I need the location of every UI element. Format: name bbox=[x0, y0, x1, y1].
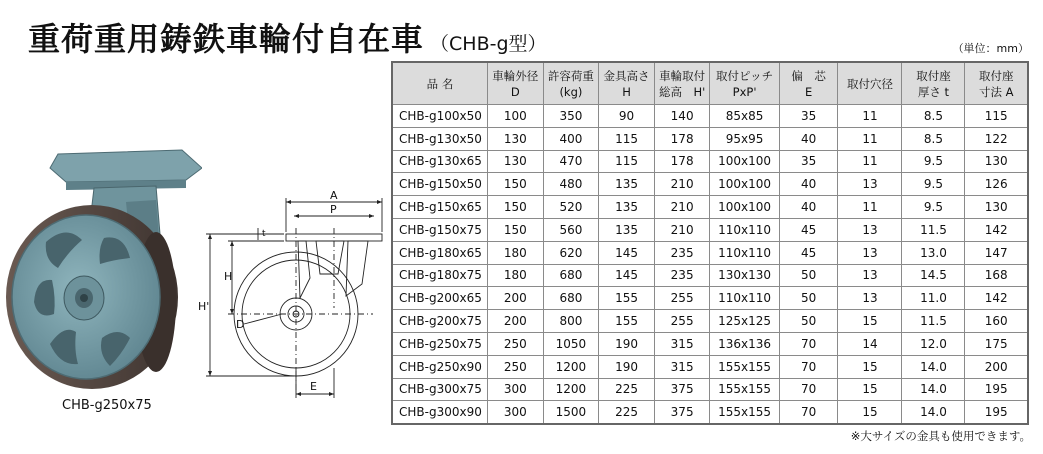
model-cell: CHB-g130x50 bbox=[392, 127, 488, 150]
table-row bbox=[392, 310, 1028, 333]
table-row bbox=[392, 127, 1028, 150]
table-cell: 15 bbox=[838, 310, 902, 333]
table-cell: 315 bbox=[654, 355, 710, 378]
table-cell: 1200 bbox=[543, 355, 599, 378]
table-cell: 375 bbox=[654, 401, 710, 424]
table-cell: 13 bbox=[838, 173, 902, 196]
table-cell: 8.5 bbox=[902, 105, 965, 128]
model-cell: CHB-g250x90 bbox=[392, 355, 488, 378]
table-cell: 235 bbox=[654, 264, 710, 287]
table-row bbox=[392, 287, 1028, 310]
table-cell: 100x100 bbox=[710, 173, 779, 196]
model-cell: CHB-g150x50 bbox=[392, 173, 488, 196]
table-cell: 315 bbox=[654, 332, 710, 355]
title-main: 重荷重用鋳鉄車輪付自在車 bbox=[28, 20, 425, 58]
header-row bbox=[392, 62, 1028, 105]
caster-photo bbox=[6, 142, 202, 392]
table-row bbox=[392, 196, 1028, 219]
table-cell: 135 bbox=[599, 218, 655, 241]
table-cell: 135 bbox=[599, 196, 655, 219]
table-cell: 160 bbox=[965, 310, 1028, 333]
table-cell: 150 bbox=[488, 173, 544, 196]
column-header bbox=[488, 62, 544, 105]
table-cell: 130 bbox=[488, 127, 544, 150]
table-cell: 800 bbox=[543, 310, 599, 333]
table-cell: 300 bbox=[488, 401, 544, 424]
table-cell: 145 bbox=[599, 241, 655, 264]
table-cell: 680 bbox=[543, 264, 599, 287]
table-cell: 200 bbox=[965, 355, 1028, 378]
table-cell: 90 bbox=[599, 105, 655, 128]
column-header-line: 偏 芯 bbox=[791, 68, 826, 83]
table-cell: 155x155 bbox=[710, 378, 779, 401]
column-header-line: 取付ピッチ bbox=[716, 68, 774, 83]
column-header bbox=[902, 62, 965, 105]
table-cell: 100x100 bbox=[710, 196, 779, 219]
table-row bbox=[392, 355, 1028, 378]
column-header bbox=[779, 62, 838, 105]
table-cell: 300 bbox=[488, 378, 544, 401]
table-cell: 195 bbox=[965, 401, 1028, 424]
table-cell: 155 bbox=[599, 310, 655, 333]
table-cell: 155x155 bbox=[710, 355, 779, 378]
label-h: H bbox=[224, 270, 233, 283]
table-cell: 155x155 bbox=[710, 401, 779, 424]
table-cell: 375 bbox=[654, 378, 710, 401]
table-cell: 110x110 bbox=[710, 287, 779, 310]
model-cell: CHB-g200x65 bbox=[392, 287, 488, 310]
table-cell: 11 bbox=[838, 127, 902, 150]
table-cell: 178 bbox=[654, 127, 710, 150]
table-cell: 70 bbox=[779, 332, 838, 355]
table-cell: 14.0 bbox=[902, 378, 965, 401]
table-cell: 180 bbox=[488, 264, 544, 287]
column-header-line: 寸法 A bbox=[978, 84, 1014, 99]
table-cell: 350 bbox=[543, 105, 599, 128]
column-header-line: 厚さ t bbox=[917, 84, 950, 99]
table-row bbox=[392, 150, 1028, 173]
table-cell: 70 bbox=[779, 401, 838, 424]
table-cell: 50 bbox=[779, 310, 838, 333]
table-cell: 115 bbox=[965, 105, 1028, 128]
table-cell: 11.0 bbox=[902, 287, 965, 310]
table-cell: 45 bbox=[779, 241, 838, 264]
table-cell: 560 bbox=[543, 218, 599, 241]
table-cell: 250 bbox=[488, 332, 544, 355]
table-cell: 130 bbox=[488, 150, 544, 173]
table-cell: 235 bbox=[654, 241, 710, 264]
table-cell: 14.0 bbox=[902, 355, 965, 378]
table-cell: 40 bbox=[779, 127, 838, 150]
table-cell: 136x136 bbox=[710, 332, 779, 355]
table-cell: 100 bbox=[488, 105, 544, 128]
column-header-line: 取付座 bbox=[916, 68, 951, 83]
table-cell: 95x95 bbox=[710, 127, 779, 150]
table-cell: 190 bbox=[599, 355, 655, 378]
table-cell: 13 bbox=[838, 264, 902, 287]
table-cell: 126 bbox=[965, 173, 1028, 196]
table-cell: 50 bbox=[779, 287, 838, 310]
column-header-line: 総高 H' bbox=[658, 84, 706, 99]
table-cell: 250 bbox=[488, 355, 544, 378]
column-header-line: PxP' bbox=[732, 84, 757, 99]
model-cell: CHB-g200x75 bbox=[392, 310, 488, 333]
model-cell: CHB-g250x75 bbox=[392, 332, 488, 355]
table-cell: 225 bbox=[599, 378, 655, 401]
table-cell: 40 bbox=[779, 196, 838, 219]
table-cell: 225 bbox=[599, 401, 655, 424]
column-header bbox=[543, 62, 599, 105]
table-cell: 255 bbox=[654, 310, 710, 333]
table-cell: 100x100 bbox=[710, 150, 779, 173]
table-cell: 155 bbox=[599, 287, 655, 310]
table-cell: 130x130 bbox=[710, 264, 779, 287]
unit-label: （単位：mm） bbox=[952, 42, 1029, 55]
table-cell: 142 bbox=[965, 218, 1028, 241]
column-header-line: 許容荷重 bbox=[547, 68, 594, 83]
dimension-diagram bbox=[198, 188, 393, 406]
table-cell: 135 bbox=[599, 173, 655, 196]
table-cell: 130 bbox=[965, 196, 1028, 219]
model-cell: CHB-g300x90 bbox=[392, 401, 488, 424]
table-cell: 14.5 bbox=[902, 264, 965, 287]
table-cell: 40 bbox=[779, 173, 838, 196]
table-cell: 470 bbox=[543, 150, 599, 173]
column-header bbox=[654, 62, 710, 105]
table-cell: 35 bbox=[779, 105, 838, 128]
table-cell: 14.0 bbox=[902, 401, 965, 424]
table-cell: 110x110 bbox=[710, 218, 779, 241]
table-cell: 140 bbox=[654, 105, 710, 128]
table-cell: 200 bbox=[488, 310, 544, 333]
table-cell: 115 bbox=[599, 127, 655, 150]
page-title bbox=[28, 14, 547, 60]
column-header-line: 取付座 bbox=[978, 68, 1014, 83]
model-cell: CHB-g150x65 bbox=[392, 196, 488, 219]
table-cell: 125x125 bbox=[710, 310, 779, 333]
model-cell: CHB-g100x50 bbox=[392, 105, 488, 128]
table-cell: 190 bbox=[599, 332, 655, 355]
table-row bbox=[392, 332, 1028, 355]
column-header-line: 取付穴径 bbox=[846, 76, 893, 91]
table-cell: 130 bbox=[965, 150, 1028, 173]
table-row bbox=[392, 378, 1028, 401]
table-cell: 210 bbox=[654, 218, 710, 241]
table-cell: 8.5 bbox=[902, 127, 965, 150]
column-header-line: 金具高さ bbox=[603, 68, 650, 83]
table-cell: 11 bbox=[838, 150, 902, 173]
table-row bbox=[392, 401, 1028, 424]
column-header bbox=[710, 62, 779, 105]
table-cell: 620 bbox=[543, 241, 599, 264]
column-header-line: E bbox=[804, 84, 813, 99]
table-cell: 85x85 bbox=[710, 105, 779, 128]
column-header-line: H bbox=[622, 84, 631, 99]
column-header bbox=[599, 62, 655, 105]
table-row bbox=[392, 264, 1028, 287]
label-e: E bbox=[310, 380, 317, 393]
table-cell: 175 bbox=[965, 332, 1028, 355]
table-cell: 145 bbox=[599, 264, 655, 287]
column-header-line: D bbox=[510, 84, 520, 99]
table-cell: 15 bbox=[838, 378, 902, 401]
table-cell: 13 bbox=[838, 241, 902, 264]
column-header-line: 品 名 bbox=[426, 76, 454, 91]
table-cell: 45 bbox=[779, 218, 838, 241]
label-a: A bbox=[330, 189, 338, 202]
label-d: D bbox=[236, 318, 245, 331]
table-cell: 110x110 bbox=[710, 241, 779, 264]
column-header-line: 車輪取付 bbox=[659, 68, 706, 83]
table-cell: 15 bbox=[838, 355, 902, 378]
column-header bbox=[838, 62, 902, 105]
table-row bbox=[392, 105, 1028, 128]
table-row bbox=[392, 241, 1028, 264]
table-cell: 195 bbox=[965, 378, 1028, 401]
table-cell: 15 bbox=[838, 401, 902, 424]
spec-table bbox=[391, 61, 1029, 425]
table-cell: 1200 bbox=[543, 378, 599, 401]
table-cell: 150 bbox=[488, 196, 544, 219]
table-cell: 12.0 bbox=[902, 332, 965, 355]
column-header bbox=[965, 62, 1028, 105]
photo-caption: CHB-g250x75 bbox=[62, 398, 152, 413]
model-cell: CHB-g180x75 bbox=[392, 264, 488, 287]
model-cell: CHB-g180x65 bbox=[392, 241, 488, 264]
table-cell: 400 bbox=[543, 127, 599, 150]
table-cell: 11 bbox=[838, 196, 902, 219]
column-header-line: 車輪外径 bbox=[492, 68, 539, 83]
table-cell: 70 bbox=[779, 355, 838, 378]
column-header-line: (kg) bbox=[559, 84, 583, 99]
table-cell: 1050 bbox=[543, 332, 599, 355]
table-cell: 1500 bbox=[543, 401, 599, 424]
model-cell: CHB-g130x65 bbox=[392, 150, 488, 173]
table-cell: 9.5 bbox=[902, 196, 965, 219]
table-cell: 11.5 bbox=[902, 218, 965, 241]
table-cell: 14 bbox=[838, 332, 902, 355]
model-cell: CHB-g300x75 bbox=[392, 378, 488, 401]
table-cell: 680 bbox=[543, 287, 599, 310]
table-cell: 178 bbox=[654, 150, 710, 173]
table-row bbox=[392, 218, 1028, 241]
table-cell: 35 bbox=[779, 150, 838, 173]
table-cell: 9.5 bbox=[902, 150, 965, 173]
table-cell: 9.5 bbox=[902, 173, 965, 196]
title-model: （CHB-g型） bbox=[430, 33, 547, 55]
table-cell: 13.0 bbox=[902, 241, 965, 264]
table-cell: 180 bbox=[488, 241, 544, 264]
table-cell: 480 bbox=[543, 173, 599, 196]
table-cell: 147 bbox=[965, 241, 1028, 264]
label-p: P bbox=[330, 203, 337, 216]
table-cell: 50 bbox=[779, 264, 838, 287]
table-cell: 520 bbox=[543, 196, 599, 219]
table-cell: 200 bbox=[488, 287, 544, 310]
table-cell: 210 bbox=[654, 196, 710, 219]
table-cell: 142 bbox=[965, 287, 1028, 310]
table-cell: 11 bbox=[838, 105, 902, 128]
table-cell: 13 bbox=[838, 287, 902, 310]
table-cell: 122 bbox=[965, 127, 1028, 150]
column-header bbox=[392, 62, 488, 105]
table-cell: 210 bbox=[654, 173, 710, 196]
table-cell: 70 bbox=[779, 378, 838, 401]
table-cell: 150 bbox=[488, 218, 544, 241]
model-cell: CHB-g150x75 bbox=[392, 218, 488, 241]
table-cell: 13 bbox=[838, 218, 902, 241]
table-row bbox=[392, 173, 1028, 196]
footnote: ※大サイズの金具も使用できます。 bbox=[850, 429, 1031, 443]
table-cell: 255 bbox=[654, 287, 710, 310]
label-h-prime: H' bbox=[198, 300, 210, 313]
table-cell: 115 bbox=[599, 150, 655, 173]
table-cell: 168 bbox=[965, 264, 1028, 287]
label-t: t bbox=[262, 229, 266, 239]
table-cell: 11.5 bbox=[902, 310, 965, 333]
